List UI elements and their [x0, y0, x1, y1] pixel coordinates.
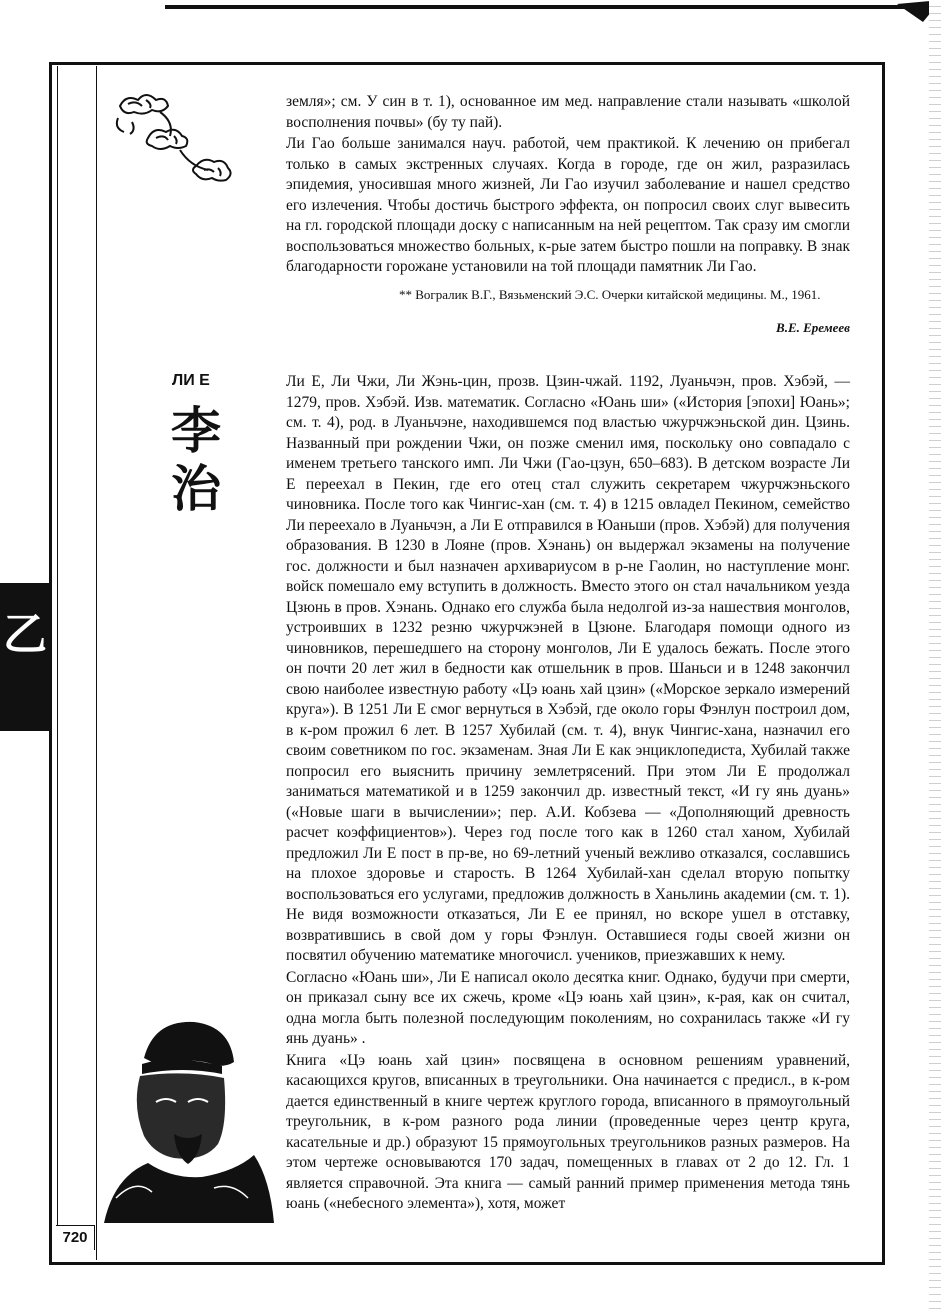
- previous-entry-paragraph: земля»; см. У син в т. 1), основанное им мед. направление стали называть «школой восполнения почвы» (бу ту пай).: [286, 93, 850, 131]
- entry-hanzi: [166, 402, 226, 518]
- hanzi-character: 治: [171, 460, 221, 518]
- section-tab-glyph: 乙: [3, 609, 47, 660]
- entry-paragraph: Согласно «Юань ши», Ли Е написал около десятка книг. Однако, будучи при смерти, он приказал сыну все их сжечь, кроме «Цэ юань хай цзин», к-рая, как он считал, одна могла быть полезной последующим поколениям, но сохранилась также «И гу янь дуань» .: [286, 968, 850, 1047]
- section-tab: [0, 583, 50, 731]
- entry-paragraph: Ли Е, Ли Чжи, Ли Жэнь-цин, прозв. Цзин-чжай. 1192, Луаньчэн, пров. Хэбэй, — 1279, пров. Хэбэй. Изв. математик. Согласно «Юань ши» («История [эпохи] Юань»; см. т. 4), род. в Луаньчэне, находившемся под властью чжурчжэньской дин. Цзинь. Названный при рождении Чжи, он позже сменил имя, поскольку оно совпадало с именем третьего танского имп. Ли Чжи (Гао-цзун, 650–683). В детском возрасте Ли Е переехал в Пекин, где его отец стал служить секретарем чжурчжэньского чиновника. После того как Чингис-хан (см. т. 4) в 1215 овладел Пекином, семейство Ли переехало в Луаньчэн, а Ли Е отправился в Юаньши (пров. Хэбэй) для получения образования. В 1230 в Лояне (пров. Хэнань) он выдержал экзамены на получение гос. должности и был назначен архивариусом в р-не Гаолин, но наступление монг. войск помешало ему вступить в должность. Вместо этого он стал начальником уезда Цзюнь в пров. Хэнань. Однако его служба была недолгой из-за нашествия монголов, устроивших в 1232 резню чжурчжэней в Цзюне. Благодаря помощи одного из чиновников, перешедшего на сторону монголов, Ли Е удалось бежать. После этого он почти 20 лет жил в бедности как отшельник в пров. Шаньси и в 1248 закончил свою наиболее известную работу «Цэ юань хай цзин» («Морское зеркало измерений круга»). В 1251 Ли Е смог вернуться в Хэбэй, где около горы Фэнлун построил дом, в к-ром прожил 6 лет. В 1257 Хубилай (см. т. 4), внук Чингис-хана, назначил его своим советником по гос. экзаменам. Зная Ли Е как энциклопедиста, Хубилай также попросил его выяснить причину землетрясений. При этом Ли Е продолжал заниматься математикой и в 1259 закончил др. известный текст, «И гу янь дуань» («Новые шаги в вычислении»; пер. А.И. Кобзева — «Дополняющий древность расчет коэффициентов»). Через год после того как в 1260 стал ханом, Хубилай предложил Ли Е пост в пр-ве, но 69-летний ученый вежливо отказался, сославшись на плохое здоровье и старость. В 1264 Хубилай-хан сделал вторую попытку воспользоваться его услугами, предложив должность в Ханьлинь академии (см. т. 1). Не видя возможности отказаться, Ли Е ее принял, но вскоре ушел в отставку, возвратившись в свой дом у горы Фэнлун. Оставшиеся годы своей жизни он посвятил обучению математике многочисл. учеников, приезжавших к нему.: [286, 373, 850, 964]
- cloud-ornament-icon: [108, 88, 238, 203]
- author-signature: В.Е. Еремеев: [776, 320, 850, 335]
- top-rule: [165, 5, 905, 9]
- previous-entry: [286, 92, 850, 278]
- entry-paragraph: Книга «Цэ юань хай цзин» посвящена в основном решениям уравнений, касающихся кругов, вписанных в треугольники. Она начинается с предисл., в к-ром дается единственный в книге чертеж круглого города, вписанного в прямоугольный треугольник, в к-ром разного рода линии (проведенные через центр круга, касательные и др.) образуют 15 прямоугольных треугольников разных размеров. На этом чертеже основываются 170 задач, помещенных в главах от 2 до 12. Гл. 1 является справочной. Эта книга — самый ранний пример применения метода тянь юань («небесного элемента»), хотя, может: [286, 1051, 850, 1212]
- hanzi-character: 李: [171, 402, 221, 460]
- entry-heading: ЛИ Е: [172, 372, 210, 389]
- previous-entry-paragraph: Ли Гао больше занимался науч. работой, чем практикой. К лечению он прибегал только в самых экстренных случаях. Когда в городе, где он жил, разразилась эпидемия, уносившая много жизней, Ли Гао изучил заболевание и нашел средство его излечения. Чтобы достичь быстрого эффекта, он попросил своих слуг вывесить на гл. городской площади доску с написанным на ней рецептом. Так сразу им смогли воспользоваться множество больных, к-рые затем быстро пошли на поправку. В знак благодарности горожане установили на той площади памятник Ли Гао.: [286, 135, 850, 275]
- bibliography-reference: ** Вогралик В.Г., Вязьменский Э.С. Очерки китайской медицины. М., 1961.: [399, 287, 821, 302]
- margin-rule: [57, 66, 58, 1226]
- portrait-illustration: [104, 1018, 274, 1223]
- page-number: 720: [56, 1225, 95, 1250]
- page-edge: [929, 0, 941, 1313]
- entry-body: [286, 372, 850, 1215]
